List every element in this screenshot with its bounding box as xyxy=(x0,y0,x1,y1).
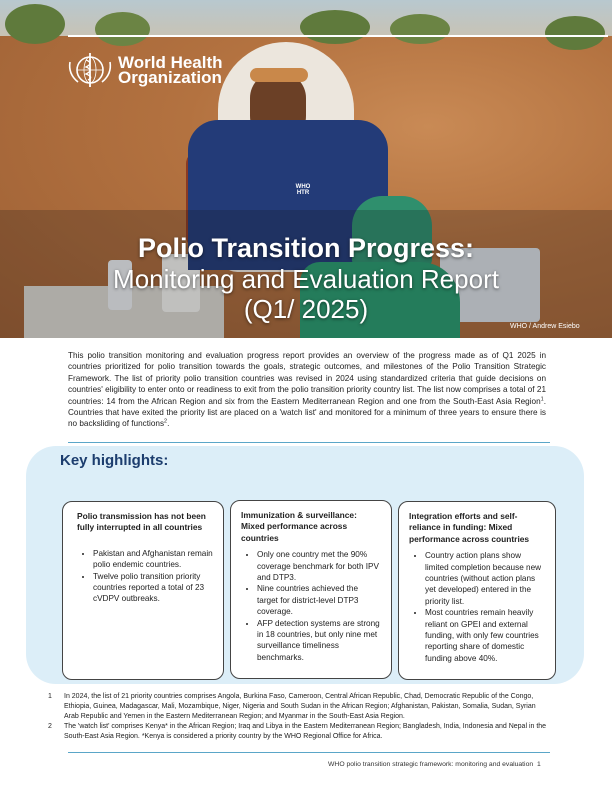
who-emblem-icon xyxy=(66,50,114,90)
footer-text: WHO polio transition strategic framework: monitoring and evaluation xyxy=(328,761,534,768)
section-divider xyxy=(68,442,550,443)
card-item: • Country action plans show limited completion because new countries (without action plans yet developed) entered in the priority list. xyxy=(425,550,545,607)
org-name-line2: Organization xyxy=(118,68,222,87)
footnote-2 xyxy=(48,722,548,742)
photo-credit: WHO / Andrew Esiebo xyxy=(510,323,580,330)
card-item: • Pakistan and Afghanistan remain polio endemic countries. xyxy=(93,548,213,571)
tree xyxy=(5,4,65,44)
title-line1: Polio Transition Progress: xyxy=(137,233,475,263)
intro-text-cont: . Countries that have exited the priority list are placed on a 'watch list' and monitored for a minimum of three years to ensure there is no backsliding of functions xyxy=(68,396,546,429)
title-line3: (Q1/ 2025) xyxy=(243,294,369,324)
title-line2: Monitoring and Evaluation Report xyxy=(113,264,499,294)
vest-who-badge xyxy=(290,184,316,196)
highlight-card-integration xyxy=(398,501,556,680)
intro-text: This polio transition monitoring and evaluation progress report provides an overview of the progress made as of Q1 2025 in countries prioritized for polio transition towards the goals, strategic outcomes, and milestones of the Polio Transition Strategic Framework. The list of priority polio transition countries was revised in 2024 using standardized criteria that guide decisions on countries' eligibility to enter onto or readiness to exit from the polio transition priority country list. The list now comprises a total of 21 countries: 14 from the African Region and six from the Eastern Mediterranean Region and one from the South-East Asia Region xyxy=(68,351,546,406)
card-item: • Nine countries achieved the target for district-level DTP3 coverage. xyxy=(257,583,381,617)
intro-text-end: . xyxy=(167,419,170,429)
card-title: Integration efforts and self-reliance in funding: Mixed performance across countries xyxy=(409,511,530,544)
card-item: • Twelve polio transition priority countries reported a total of 23 cVDPV outbreaks. xyxy=(93,571,213,605)
tree xyxy=(390,14,450,44)
vest-badge-line2: HTR xyxy=(296,190,310,196)
footnote-text: In 2024, the list of 21 priority countries comprises Angola, Burkina Faso, Cameroon, Central African Republic, Chad, Democratic Republic of the Congo, Ethiopia, Guinea, Madagascar, Mali, Mozambique, Niger, Nigeria and South Sudan in the African Region; Afghanistan, Pakistan, Somalia, Sudan, Syrian Arab Republic and Yemen in the Eastern Mediterranean Region; and Myanmar in the South-East Asia Region. xyxy=(64,693,536,720)
vest-badge-line1: WHO xyxy=(295,184,311,190)
card-list xyxy=(77,548,213,605)
tree xyxy=(95,12,150,46)
org-name-line1: World Health xyxy=(118,53,223,72)
card-list xyxy=(241,549,381,663)
footnote-text: The 'watch list' comprises Kenya* in the African Region; Iraq and Libya in the Eastern Mediterranean Region; Bangladesh, India, Indonesia and Nepal in the South-East Asia Region. *Kenya is considered a priority country by the WHO Regional Office for Africa. xyxy=(64,723,547,740)
footnotes xyxy=(48,692,548,742)
card-title: Immunization & surveillance: Mixed performance across countries xyxy=(241,510,357,543)
card-list xyxy=(409,550,545,664)
highlights-heading: Key highlights: xyxy=(60,452,169,469)
page-number: 1 xyxy=(537,761,541,768)
footnote-number: 1 xyxy=(48,693,52,700)
footnote-1 xyxy=(48,692,548,722)
footnote-ref-2[interactable]: 2 xyxy=(164,418,168,425)
who-logo xyxy=(66,50,223,90)
card-title: Polio transmission has not been fully interrupted in all countries xyxy=(77,511,206,533)
highlight-card-transmission xyxy=(62,501,224,680)
highlight-card-immunization xyxy=(230,500,392,679)
card-item: • AFP detection systems are strong in 18 countries, but only nine met surveillance timeliness benchmarks. xyxy=(257,618,381,664)
header-rule xyxy=(68,35,608,37)
card-item: • Only one country met the 90% coverage benchmark for both IPV and DTP3. xyxy=(257,549,381,583)
cover-photo xyxy=(0,0,612,338)
health-worker-headband xyxy=(250,68,308,82)
tree xyxy=(300,10,370,44)
card-item: • Most countries remain heavily reliant on GPEI and external funding, with only few countries reporting share of domestic funding above 40%. xyxy=(425,607,545,664)
footer-divider xyxy=(68,752,550,753)
report-title xyxy=(0,232,612,324)
tree xyxy=(545,16,605,50)
footnote-ref-1[interactable]: 1 xyxy=(540,395,544,402)
intro-paragraph xyxy=(68,350,546,430)
footnote-number: 2 xyxy=(48,723,52,730)
